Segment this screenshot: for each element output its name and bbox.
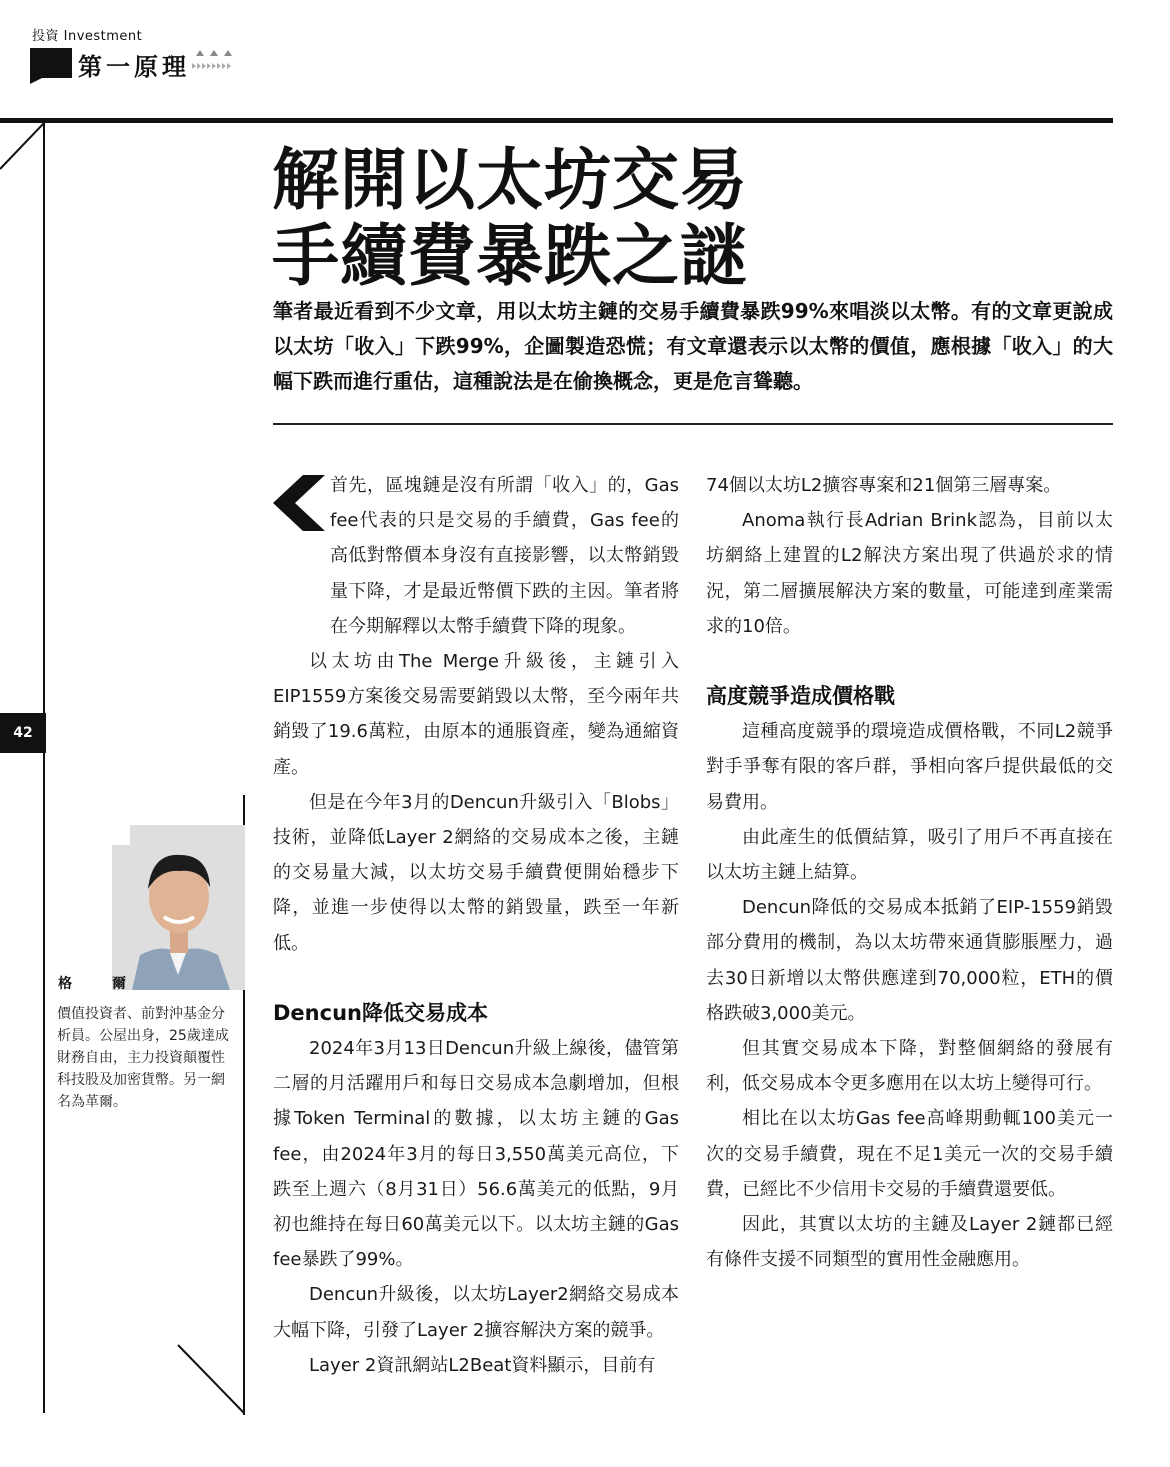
body-column-right	[706, 468, 1113, 1277]
bottom-diagonal-decoration	[176, 1343, 246, 1415]
author-photo	[112, 825, 245, 990]
paragraph: 74個以太坊L2擴容專案和21個第三層專案。	[706, 475, 1062, 496]
column-name: 第一原理	[78, 53, 190, 81]
corner-diagonal-decoration	[0, 123, 46, 173]
author-name: 格爾	[58, 976, 166, 992]
title-line-2: 手續費暴跌之謎	[272, 217, 748, 295]
page-number: 42	[0, 713, 46, 753]
article-lede: 筆者最近看到不少文章，用以太坊主鏈的交易手續費暴跌99%來唱淡以太幣。有的文章更說成以太坊「收入」下跌99%，企圖製造恐慌；有文章還表示以太幣的價值，應根據「收入」的大幅下跌而進行重估，這種說法是在偷換概念，更是危言聳聽。	[273, 299, 1113, 393]
paragraph: 這種高度競爭的環境造成價格戰，不同L2競爭對手爭奪有限的客戶群，爭相向客戶提供最低的交易費用。	[706, 721, 1113, 813]
paragraph: Layer 2資訊網站L2Beat資料顯示，目前有	[309, 1354, 656, 1376]
paragraph: 2024年3月13日Dencun升級上線後，儘管第二層的月活躍用戶和每日交易成本急劇增加，但根據Token Terminal的數據，以太坊主鏈的Gas fee，由2024年3月的每日3,550萬美元高位，下跌至上週六（8月31日）56.6萬美元的低點，9月初也維持在每日60萬美元以下。以太坊主鏈的Gas fee暴跌了99%。	[273, 1038, 679, 1271]
lede-divider	[273, 423, 1113, 425]
column-marker-block	[30, 48, 72, 78]
left-margin-rule	[43, 123, 45, 1413]
paragraph: 但是在今年3月的Dencun升級引入「Blobs」技術，並降低Layer 2網絡的交易成本之後，主鏈的交易量大減，以太坊交易手續費便開始穩步下降，並進一步使得以太幣的銷毀量，跌至一年新低。	[273, 791, 679, 954]
decorative-arrows-icon	[192, 50, 236, 74]
paragraph: 以太坊由The Merge升級後，主鏈引入EIP1559方案後交易需要銷毀以太幣，至今兩年共銷毀了19.6萬粒，由原本的通脹資產，變為通縮資產。	[273, 651, 679, 778]
paragraph: 因此，其實以太坊的主鏈及Layer 2鏈都已經有條件支援不同類型的實用性金融應用。	[706, 1214, 1113, 1271]
paragraph: Dencun升級後，以太坊Layer2網絡交易成本大幅下降，引發了Layer 2擴容解決方案的競爭。	[273, 1284, 679, 1341]
top-rule	[0, 118, 1113, 123]
body-column-left	[273, 468, 679, 1383]
author-portrait-icon	[112, 825, 245, 990]
article-title	[272, 142, 748, 294]
section-tag: 投資 Investment	[32, 29, 143, 44]
paragraph: 由此產生的低價結算，吸引了用戶不再直接在以太坊主鏈上結算。	[706, 826, 1113, 884]
title-line-1: 解開以太坊交易	[272, 141, 748, 219]
paragraph: 首先，區塊鏈是沒有所謂「收入」的，Gas fee代表的只是交易的手續費，Gas fee的高低對幣價本身沒有直接影響，以太幣銷毀量下降，才是最近幣價下跌的主因。筆者將在今期解釋以太幣手續費下降的現象。	[330, 475, 679, 637]
photo-frame-notch	[112, 825, 130, 845]
author-bio: 價值投資者、前對沖基金分析員。公屋出身，25歲達成財務自由，主力投資顛覆性科技股及加密貨幣。另一網名為革爾。	[57, 1006, 229, 1110]
paragraph: Dencun降低的交易成本抵銷了EIP-1559銷毀部分費用的機制，為以太坊帶來通貨膨脹壓力，過去30日新增以太幣供應達到70,000粒，ETH的價格跌破3,000美元。	[706, 897, 1113, 1024]
section-subhead: Dencun降低交易成本	[273, 1000, 488, 1025]
section-subhead: 高度競爭造成價格戰	[706, 684, 895, 709]
paragraph: 相比在以太坊Gas fee高峰期動輒100美元一次的交易手續費，現在不足1美元一次的交易手續費，已經比不少信用卡交易的手續費還要低。	[706, 1108, 1113, 1200]
paragraph: 但其實交易成本下降，對整個網絡的發展有利，低交易成本令更多應用在以太坊上變得可行。	[706, 1038, 1113, 1095]
paragraph: Anoma執行長Adrian Brink認為，目前以太坊網絡上建置的L2解決方案出現了供過於求的情況，第二層擴展解決方案的數量，可能達到產業需求的10倍。	[706, 510, 1113, 637]
